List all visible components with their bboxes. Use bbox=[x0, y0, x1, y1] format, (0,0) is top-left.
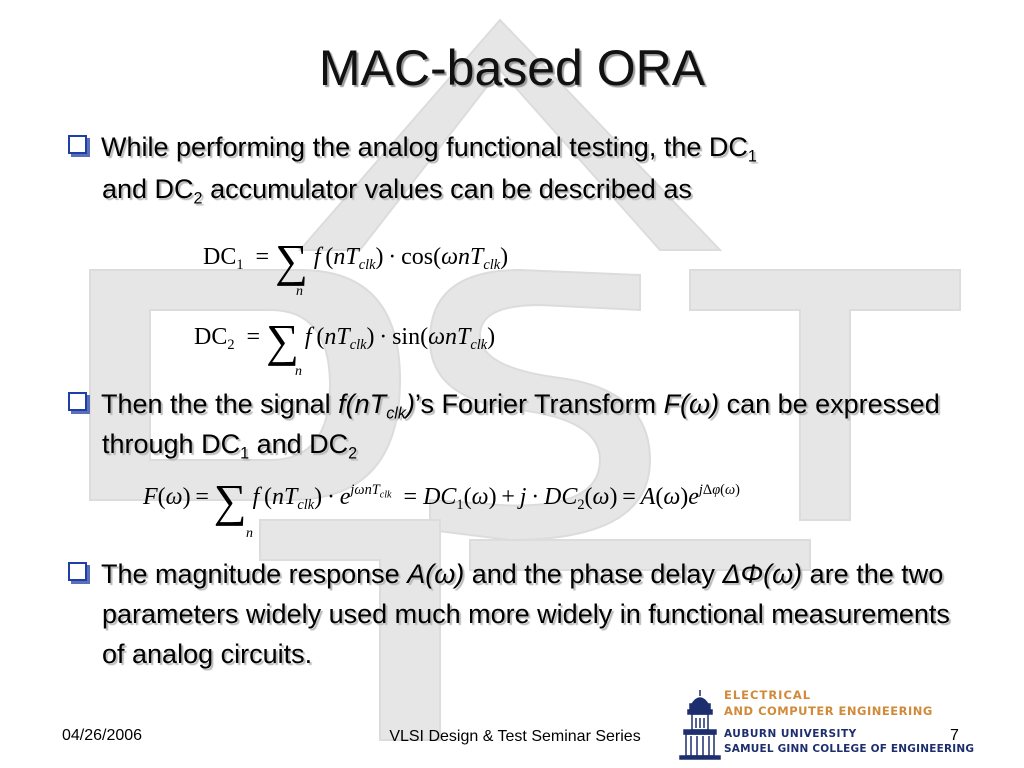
bullet-2: Then the the signal $f(nT_{clk})’s$ Fourier Transform F(ω) can be expressed through $DC_1$ and $DC_2$ bbox=[68, 384, 968, 464]
bullet-1-rest: accumulator values can be described as bbox=[202, 174, 692, 204]
logo-line-auburn: AUBURN UNIVERSITY bbox=[724, 728, 857, 740]
auburn-ece-logo bbox=[678, 688, 1018, 760]
bullet-3: The magnitude response A(ω) and the phase delay ΔΦ(ω) are the two parameters widely used much more widely in functional measurements of analog circuits. bbox=[68, 554, 968, 674]
equation-dc2: $DC_2$ = ∑ n f $(nT_{clk}) \cdot \sin(\omega nT_{clk})$ bbox=[194, 315, 496, 379]
tower-logo-icon bbox=[678, 688, 722, 760]
logo-line-electrical: ELECTRICAL bbox=[724, 688, 812, 702]
slide-title: MAC-based ORA bbox=[318, 40, 706, 96]
equation-fourier: F(ω) = ∑ n f $(nT_{clk}) \cdot e^{j\omega nT_{clk}} = DC_1(\omega) + j \cdot DC_2(\omega) = A(\omega)e^{j\Delta\varphi(\omega)}$ bbox=[143, 475, 740, 541]
bullet-1-line1: While performing the analog functional testing, the DC bbox=[101, 132, 748, 162]
dc2-subscript: 2 bbox=[193, 189, 203, 208]
bullet-1-and: and DC bbox=[102, 174, 194, 204]
bullet-1 bbox=[68, 126, 968, 210]
logo-line-ece: AND COMPUTER ENGINEERING bbox=[724, 704, 933, 718]
footer-series: VLSI Design & Test Seminar Series bbox=[389, 728, 641, 745]
equation-dc1: $DC_1$ = ∑ n f $(nT_{clk}) \cdot \cos(\omega nT_{clk})$ bbox=[203, 235, 509, 299]
checkbox-bullet-icon bbox=[68, 135, 87, 154]
dc1-subscript: 1 bbox=[747, 147, 757, 166]
slide-number: 7 bbox=[950, 727, 959, 744]
footer-date: 04/26/2006 bbox=[62, 727, 143, 744]
logo-line-ginn: SAMUEL GINN COLLEGE OF ENGINEERING bbox=[724, 743, 975, 755]
checkbox-bullet-icon bbox=[68, 392, 87, 411]
checkbox-bullet-icon bbox=[68, 562, 87, 581]
